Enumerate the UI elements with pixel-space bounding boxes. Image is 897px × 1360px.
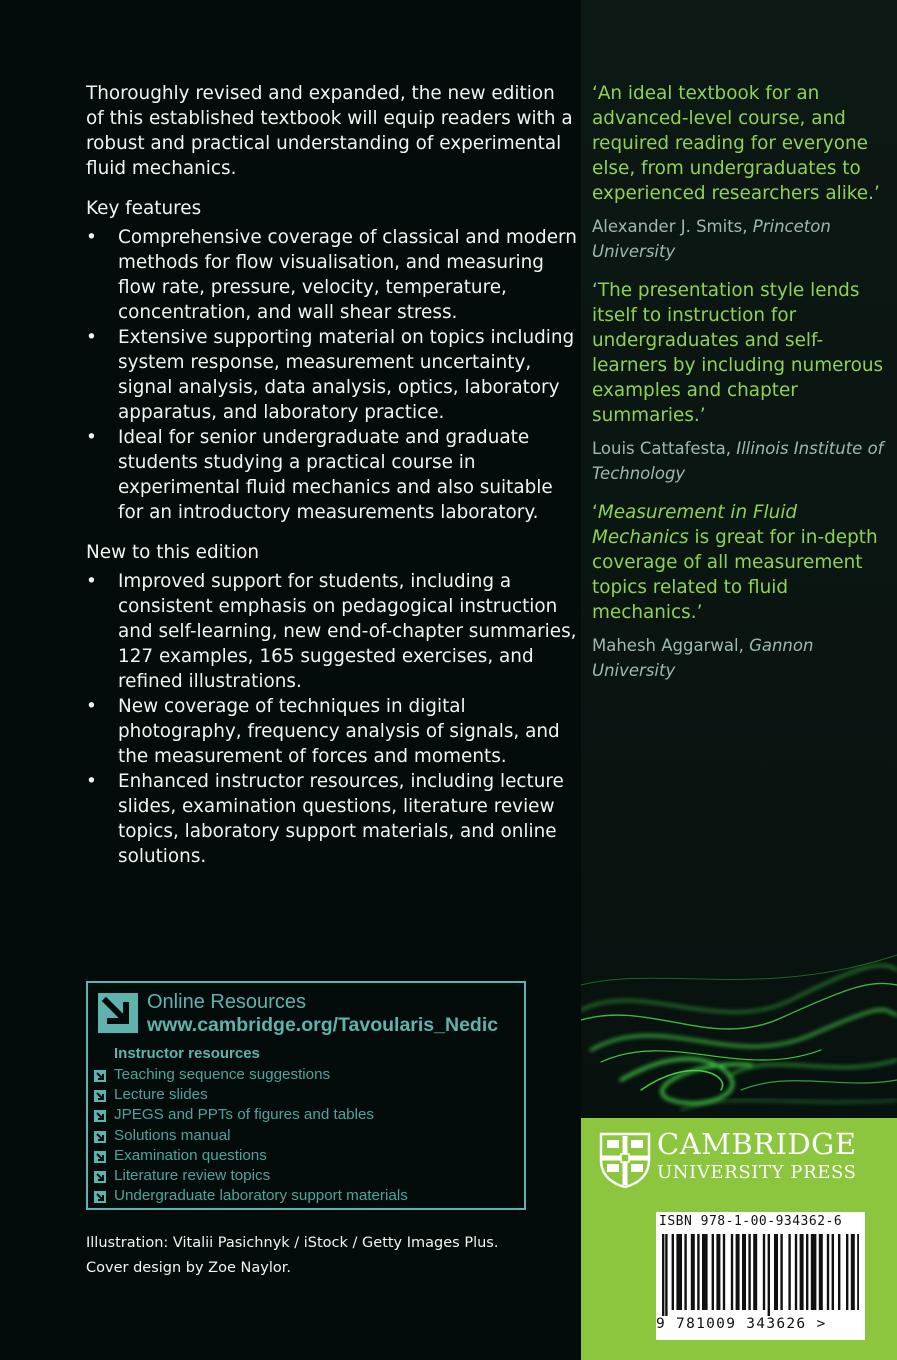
arrow-down-right-icon bbox=[94, 1131, 106, 1143]
barcode-bars bbox=[662, 1234, 859, 1316]
arrow-down-right-icon bbox=[94, 1151, 106, 1163]
quote-attribution: Alexander J. Smits, Princeton University bbox=[592, 217, 831, 261]
barcode-bar bbox=[697, 1234, 699, 1310]
list-item: • New coverage of techniques in digital photography, frequency analysis of signals, and the measurement of forces and moments. bbox=[86, 696, 560, 767]
fluid-swirl-illustration bbox=[581, 940, 897, 1118]
bullet-icon: • bbox=[86, 771, 97, 792]
barcode-bar bbox=[780, 1234, 782, 1310]
bullet-icon: • bbox=[86, 427, 97, 448]
barcode-bar bbox=[676, 1234, 682, 1310]
barcode-bar bbox=[800, 1234, 804, 1310]
intro-paragraph: Thoroughly revised and expanded, the new edition of this established textbook will equip readers with a robust and practical understanding of experimental fluid mechanics. bbox=[86, 83, 573, 179]
list-item: • Ideal for senior undergraduate and graduate students studying a practical course in experimental fluid mechanics and also suitable for an introductory measurements laboratory. bbox=[86, 427, 553, 523]
barcode-bar bbox=[736, 1234, 740, 1310]
barcode-bar bbox=[846, 1234, 848, 1310]
barcode-bar bbox=[723, 1234, 725, 1310]
barcode-bar bbox=[795, 1234, 797, 1310]
barcode-bar bbox=[806, 1234, 808, 1310]
isbn-label: ISBN 978-1-00-934362-6 bbox=[659, 1214, 843, 1229]
isbn-barcode bbox=[656, 1212, 865, 1340]
barcode-bar bbox=[684, 1234, 686, 1310]
online-resources-title: Online Resources bbox=[147, 991, 306, 1013]
barcode-bar bbox=[672, 1234, 674, 1310]
cover-design-credit: Cover design by Zoe Naylor. bbox=[86, 1260, 291, 1276]
list-item: • Extensive supporting material on topics including system response, measurement uncertainty, signal analysis, data analysis, optics, laboratory apparatus, and laboratory practice. bbox=[86, 327, 575, 423]
barcode-bar bbox=[742, 1234, 746, 1310]
barcode-bar bbox=[731, 1234, 733, 1310]
blurb-column bbox=[86, 81, 578, 869]
new-edition-list bbox=[86, 569, 578, 869]
bullet-icon: • bbox=[86, 227, 97, 248]
quote-text: ‘The presentation style lends itself to instruction for undergraduates and self-learners by including numerous examples and chapter summaries.’ bbox=[592, 280, 884, 426]
barcode-bar bbox=[788, 1234, 790, 1310]
quotes-list bbox=[592, 81, 887, 697]
barcode-bar bbox=[827, 1234, 829, 1310]
cover-credits bbox=[86, 1231, 576, 1281]
barcode-bar bbox=[691, 1234, 695, 1310]
bullet-icon: • bbox=[86, 571, 97, 592]
list-item: Examination questions bbox=[94, 1146, 408, 1166]
list-item: Undergraduate laboratory support materials bbox=[94, 1186, 408, 1206]
bullet-icon: • bbox=[86, 696, 97, 717]
barcode-bar bbox=[768, 1234, 770, 1316]
online-resources-box bbox=[86, 981, 526, 1210]
barcode-bar bbox=[851, 1234, 855, 1310]
key-features-heading: Key features bbox=[86, 198, 202, 219]
barcode-bar bbox=[665, 1234, 667, 1316]
list-item: • Improved support for students, including a consistent emphasis on pedagogical instruction and self-learning, new end-of-chapter summaries, 127 examples, 165 suggested exercises, and refined illustrations. bbox=[86, 571, 577, 692]
publisher-subtitle: UNIVERSITY PRESS bbox=[657, 1162, 857, 1183]
arrow-down-right-icon bbox=[98, 993, 138, 1033]
barcode-bar bbox=[774, 1234, 778, 1310]
barcode-bar bbox=[857, 1234, 859, 1310]
bullet-icon: • bbox=[86, 327, 97, 348]
list-item: Lecture slides bbox=[94, 1085, 408, 1105]
quote-text: ‘Measurement in Fluid Mechanics is great for in-depth coverage of all measurement topics related to fluid mechanics.’ bbox=[592, 502, 878, 623]
new-edition-heading: New to this edition bbox=[86, 542, 259, 563]
arrow-down-right-icon bbox=[94, 1171, 106, 1183]
list-item: • Comprehensive coverage of classical and modern methods for flow visualisation, and measuring flow rate, pressure, velocity, temperature, concentration, and wall shear stress. bbox=[86, 227, 577, 323]
instructor-resources-heading: Instructor resources bbox=[114, 1045, 260, 1062]
barcode-bar bbox=[763, 1234, 765, 1310]
arrow-down-right-icon bbox=[94, 1070, 106, 1082]
barcode-bar bbox=[716, 1234, 720, 1310]
barcode-bar bbox=[702, 1234, 708, 1310]
arrow-down-right-icon bbox=[94, 1090, 106, 1102]
arrow-down-right-icon bbox=[94, 1110, 106, 1122]
barcode-bar bbox=[838, 1234, 840, 1310]
list-item: JPEGS and PPTs of figures and tables bbox=[94, 1105, 408, 1125]
list-item: Literature review topics bbox=[94, 1166, 408, 1186]
barcode-digits: 9 781009 343626 > bbox=[656, 1316, 827, 1332]
illustration-credit: Illustration: Vitalii Pasichnyk / iStock / Getty Images Plus. bbox=[86, 1235, 499, 1251]
cambridge-shield-logo bbox=[599, 1132, 651, 1188]
barcode-bar bbox=[811, 1234, 817, 1310]
resources-url-link[interactable]: www.cambridge.org/Tavoularis_Nedic bbox=[147, 1014, 499, 1036]
barcode-bar bbox=[832, 1234, 834, 1310]
arrow-down-right-icon bbox=[94, 1191, 106, 1203]
quote-attribution: Mahesh Aggarwal, Gannon University bbox=[592, 636, 814, 680]
barcode-bar bbox=[712, 1234, 714, 1310]
quote-attribution: Louis Cattafesta, Illinois Institute of Technology bbox=[592, 439, 884, 483]
quote-text: ‘An ideal textbook for an advanced-level course, and required reading for everyone else, from undergraduates to experienced researchers alike.’ bbox=[592, 83, 880, 204]
publisher-panel bbox=[581, 1118, 897, 1360]
instructor-resources-list bbox=[94, 1065, 408, 1206]
publisher-name: CAMBRIDGE bbox=[657, 1127, 857, 1161]
key-features-list bbox=[86, 225, 578, 525]
endorsements-panel bbox=[581, 0, 897, 1118]
barcode-bar bbox=[819, 1234, 823, 1310]
barcode-bar bbox=[753, 1234, 757, 1310]
list-item: Teaching sequence suggestions bbox=[94, 1065, 408, 1085]
list-item: • Enhanced instructor resources, including lecture slides, examination questions, literature review topics, laboratory support materials, and online solutions. bbox=[86, 771, 564, 867]
list-item: Solutions manual bbox=[94, 1126, 408, 1146]
barcode-bar bbox=[748, 1234, 750, 1310]
barcode-bar bbox=[662, 1234, 664, 1316]
